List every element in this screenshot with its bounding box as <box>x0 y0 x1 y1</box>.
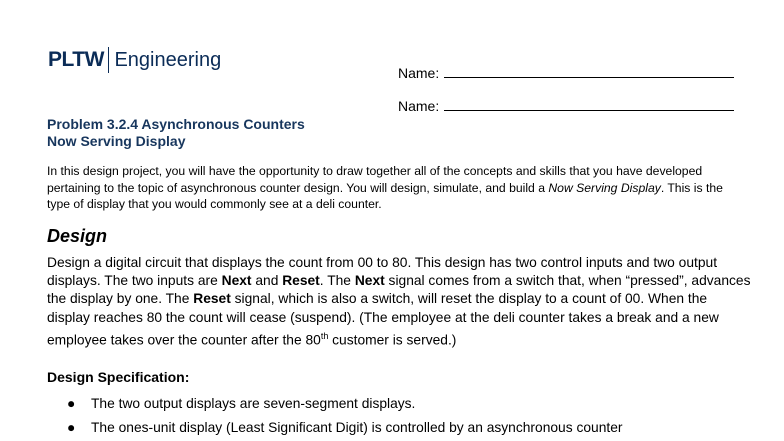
design-text: Design a digital circuit that displays the count from 00 to 80. This design has two control inputs and two output displays. The two inputs are <box>47 255 718 289</box>
intro-italic-term: Now Serving Display <box>548 180 661 195</box>
design-text: and <box>251 273 283 289</box>
intro-paragraph <box>47 163 747 213</box>
logo-section: Engineering <box>114 48 222 71</box>
name-blank-line[interactable] <box>444 65 734 78</box>
design-text: customer is served.) <box>328 332 457 348</box>
design-bold-term: Reset <box>282 273 320 289</box>
design-text: signal comes from a switch that, when “pressed”, advances the display by one. The <box>47 273 751 307</box>
name-label: Name: <box>398 65 440 81</box>
design-bold-term: Next <box>221 273 252 289</box>
design-paragraph <box>47 254 752 350</box>
spec-bullet-text: The two output displays are seven-segment displays. <box>91 396 416 411</box>
design-heading: Design <box>47 226 108 246</box>
bullet-dot-icon: ● <box>67 396 76 411</box>
name-blank-line[interactable] <box>444 98 734 111</box>
intro-text-1: In this design project, you will have the opportunity to draw together all of the concepts and skills that you have developed pertaining to the topic of asynchronous counter design. You will design, simulate, and build a <box>47 164 703 195</box>
design-superscript: th <box>320 330 329 341</box>
name-label: Name: <box>398 98 440 114</box>
spec-bullet-text: The ones-unit display (Least Significant Digit) is controlled by an asynchronous counter <box>91 420 623 435</box>
pltw-engineering-logo <box>48 47 221 73</box>
problem-title-line1: Problem 3.2.4 Asynchronous Counters <box>47 116 305 132</box>
problem-title-line2: Now Serving Display <box>47 133 186 149</box>
design-bold-term: Next <box>354 273 385 289</box>
intro-text-2: . This is the type of display that you would commonly see at a deli counter. <box>47 180 723 211</box>
logo-divider <box>108 47 110 73</box>
name-field-1[interactable] <box>398 65 734 81</box>
name-field-2[interactable] <box>398 98 734 114</box>
design-bold-term: Reset <box>193 291 231 307</box>
design-text: signal, which is also a switch, will reset the display to a count of 00. When the display reaches 80 the count will cease (suspend). (The employee at the deli counter takes a break and a new employee takes over the counter after the 80 <box>47 291 719 348</box>
bullet-dot-icon: ● <box>67 420 76 435</box>
logo-brand: PLTW <box>48 48 104 71</box>
design-text: . The <box>319 273 355 289</box>
design-spec-heading: Design Specification: <box>47 369 190 385</box>
problem-title <box>47 116 305 150</box>
